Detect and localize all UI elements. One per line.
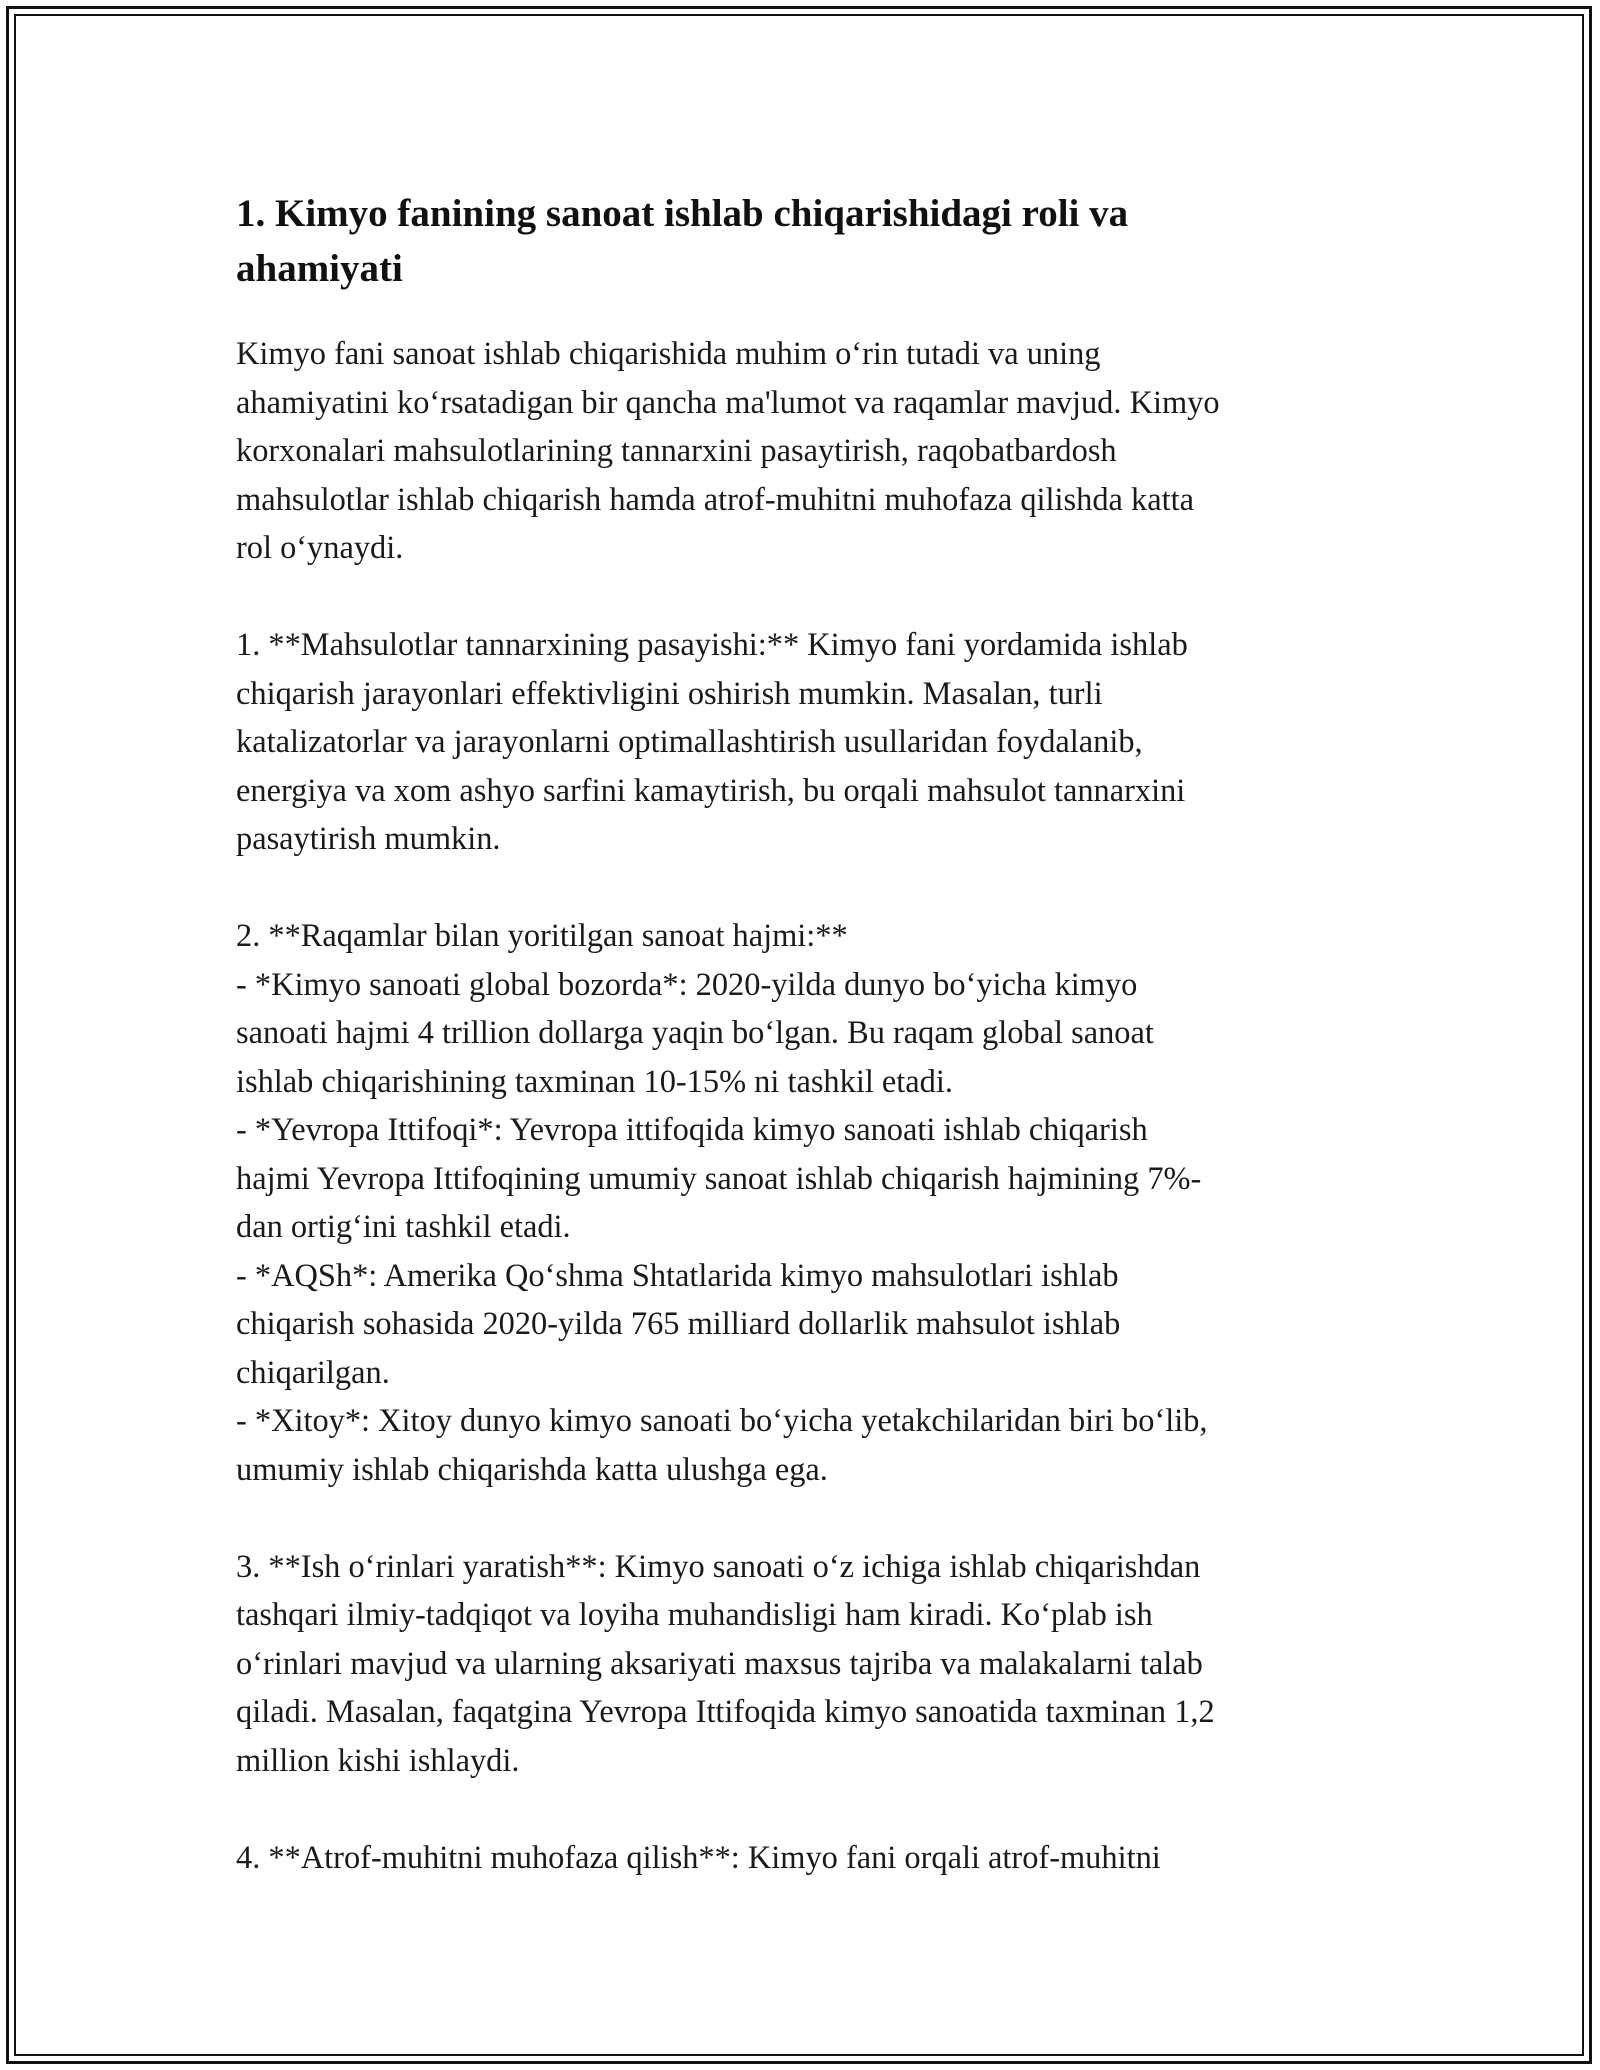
- paragraph-item-1: 1. **Mahsulotlar tannarxining pasayishi:** Kimyo fani yordamida ishlab chiqarish jarayonlari effektivligini oshirish mumkin. Masalan, turli katalizatorlar va jarayonlarni optimallashtirish usullaridan foydalanib, energiya va xom ashyo sarfini kamaytirish, bu orqali mahsulot tannarxini pasaytirish mumkin.: [236, 627, 1188, 857]
- paragraph-item-3: 3. **Ish o‘rinlari yaratish**: Kimyo sanoati o‘z ichiga ishlab chiqarishdan tashqari ilmiy-tadqiqot va loyiha muhandisligi ham kiradi. Ko‘plab ish o‘rinlari mavjud va ularning aksariyati maxsus tajriba va malakalarni talab qiladi. Masalan, faqatgina Yevropa Ittifoqida kimyo sanoatida taxminan 1,2 million kishi ishlaydi.: [236, 1548, 1215, 1779]
- paragraph-item-4: 4. **Atrof-muhitni muhofaza qilish**: Kimyo fani orqali atrof-muhitni: [236, 1839, 1161, 1876]
- paragraph-item-2: 2. **Raqamlar bilan yoritilgan sanoat hajmi:** - *Kimyo sanoati global bozorda*: 2020-yilda dunyo bo‘yicha kimyo sanoati hajmi 4 trillion dollarga yaqin bo‘lgan. Bu raqam global sanoat ishlab chiqarishining taxminan 10-15% ni tashkil etadi. - *Yevropa Ittifoqi*: Yevropa ittifoqida kimyo sanoati ishlab chiqarish hajmi Yevropa Ittifoqining umumiy sanoat ishlab chiqarish hajmining 7%- dan ortig‘ini tashkil etadi. - *AQSh*: Amerika Qo‘shma Shtatlarida kimyo mahsulotlari ishlab chiqarish sohasida 2020-yilda 765 milliard dollarlik mahsulot ishlab chiqarilgan. - *Xitoy*: Xitoy dunyo kimyo sanoati bo‘yicha yetakchilaridan biri bo‘lib, umumiy ishlab chiqarishda katta ulushga ega.: [236, 918, 1208, 1488]
- document-body: [236, 186, 1376, 1882]
- paragraph-intro: Kimyo fani sanoat ishlab chiqarishida muhim o‘rin tutadi va uning ahamiyatini ko‘rsatadigan bir qancha ma'lumot va raqamlar mavjud. Kimyo korxonalari mahsulotlarining tannarxini pasaytirish, raqobatbardosh mahsulotlar ishlab chiqarish hamda atrof-muhitni muhofaza qilishda katta rol o‘ynaydi.: [236, 336, 1220, 566]
- document-title: 1. Kimyo fanining sanoat ishlab chiqarishidagi roli va ahamiyati: [236, 192, 1129, 290]
